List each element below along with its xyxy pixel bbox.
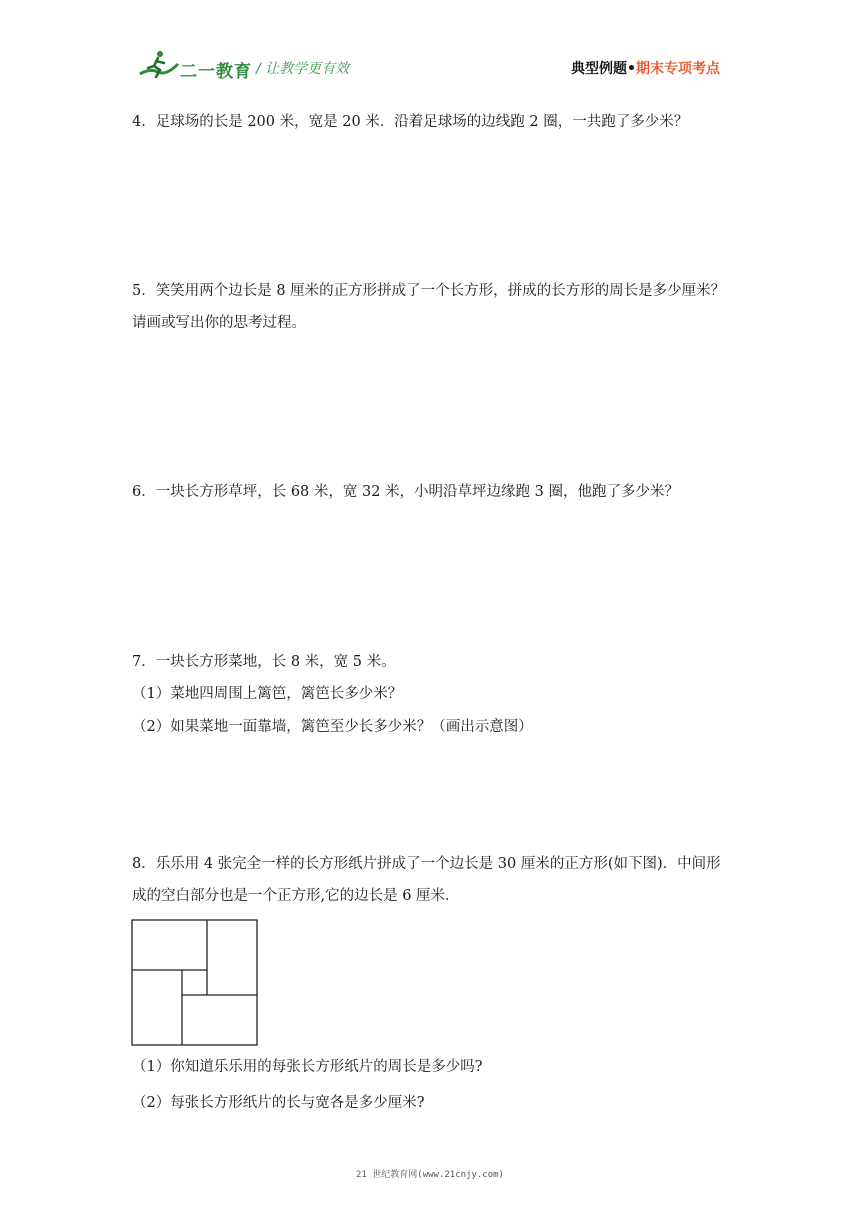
runner-logo-icon bbox=[138, 50, 180, 80]
question-8-sub2: （2）每张长方形纸片的长与宽各是多少厘米? bbox=[132, 1095, 425, 1111]
brand-name: 二一教育 bbox=[180, 62, 252, 82]
header-tag-part1: 典型例题• bbox=[571, 61, 636, 77]
header-tag-part2: 期末专项考点 bbox=[635, 61, 720, 77]
question-8-sub1: （1）你知道乐乐用的每张长方形纸片的周长是多少吗? bbox=[132, 1059, 483, 1075]
question-5-line1: 5．笑笑用两个边长是 8 厘米的正方形拼成了一个长方形，拼成的长方形的周长是多少厘米？ bbox=[132, 283, 726, 299]
slogan: / 让教学更有效 bbox=[256, 61, 350, 77]
square-puzzle-figure bbox=[131, 919, 259, 1047]
question-6: 6．一块长方形草坪，长 68 米，宽 32 米，小明沿草坪边缘跑 3 圈，他跑了多少米？ bbox=[132, 484, 680, 500]
question-7-sub2: （2）如果菜地一面靠墙，篱笆至少长多少米？（画出示意图） bbox=[132, 719, 533, 735]
question-8-line2: 成的空白部分也是一个正方形,它的边长是 6 厘米． bbox=[132, 888, 460, 904]
page-footer: 21 世纪教育网(www.21cnjy.com) bbox=[356, 1170, 504, 1180]
outer-square bbox=[132, 920, 257, 1045]
question-8-line1: 8．乐乐用 4 张完全一样的长方形纸片拼成了一个边长是 30 厘米的正方形(如下图)．中间形 bbox=[132, 856, 721, 872]
question-5-line2: 请画或写出你的思考过程。 bbox=[132, 315, 306, 331]
question-7-line1: 7．一块长方形菜地，长 8 米，宽 5 米。 bbox=[132, 654, 396, 670]
header-tag bbox=[571, 58, 720, 78]
question-4: 4．足球场的长是 200 米，宽是 20 米．沿着足球场的边线跑 2 圈，一共跑了多少米？ bbox=[132, 114, 689, 130]
question-7-sub1: （1）菜地四周围上篱笆，篱笆长多少米？ bbox=[132, 686, 403, 702]
